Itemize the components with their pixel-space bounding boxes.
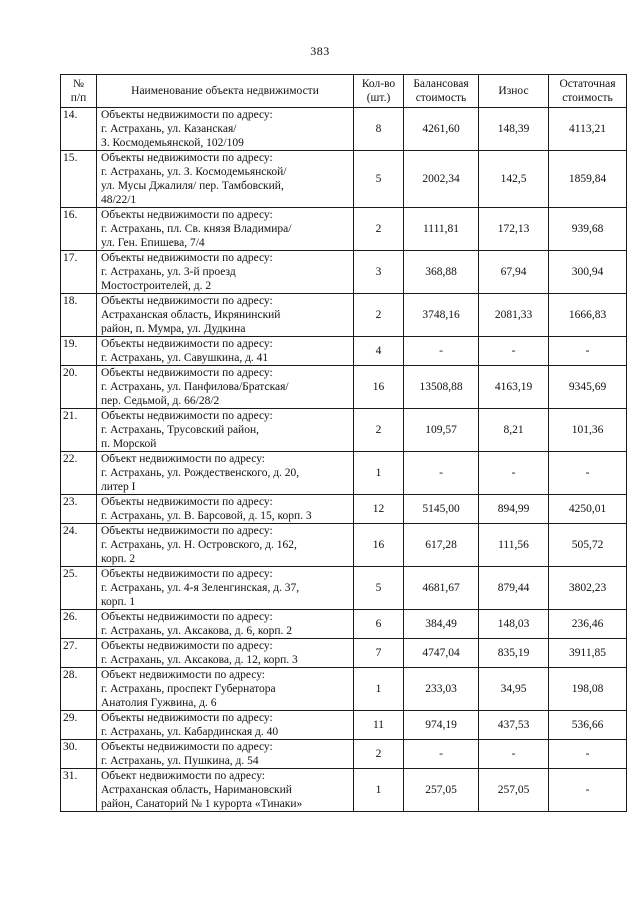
object-name-line: Анатолия Гужвина, д. 6 [101, 697, 217, 709]
object-name-line: г. Астрахань, ул. Рождественского, д. 20, [101, 467, 300, 479]
object-name-line: ул. Ген. Епишева, 7/4 [101, 237, 205, 249]
object-name [97, 524, 354, 567]
quantity-cell: 4 [354, 337, 404, 366]
object-name [97, 610, 354, 639]
object-name-line: Объекты недвижимости по адресу: [101, 209, 273, 221]
balance-cost-cell: 2002,34 [404, 151, 479, 208]
object-name-line: г. Астрахань, ул. Аксакова, д. 12, корп. 3 [101, 654, 298, 666]
residual-cost-cell: 236,46 [549, 610, 627, 639]
object-name-line: З. Космодемьянской, 102/109 [101, 137, 244, 149]
header-residual: Остаточная стоимость [549, 75, 627, 108]
wear-cell: 4163,19 [479, 366, 549, 409]
row-number: 23. [61, 495, 97, 524]
residual-cost-cell: 9345,69 [549, 366, 627, 409]
row-number: 24. [61, 524, 97, 567]
wear-cell: - [479, 337, 549, 366]
residual-cost-cell: - [549, 452, 627, 495]
row-number: 22. [61, 452, 97, 495]
object-name [97, 337, 354, 366]
row-number: 17. [61, 251, 97, 294]
object-name-line: г. Астрахань, ул. Савушкина, д. 41 [101, 352, 269, 364]
row-number: 31. [61, 769, 97, 812]
object-name-line: район, Санаторий № 1 курорта «Тинаки» [101, 798, 303, 810]
object-name-line: Объекты недвижимости по адресу: [101, 109, 273, 121]
object-name-line: г. Астрахань, Трусовский район, [101, 424, 259, 436]
object-name [97, 294, 354, 337]
object-name-line: Объект недвижимости по адресу: [101, 770, 265, 782]
object-name-line: г. Астрахань, пл. Св. князя Владимира/ [101, 223, 292, 235]
header-name: Наименование объекта недвижимости [97, 75, 354, 108]
wear-cell: 879,44 [479, 567, 549, 610]
object-name-line: г. Астрахань, ул. Н. Островского, д. 162, [101, 539, 297, 551]
quantity-cell: 1 [354, 769, 404, 812]
wear-cell: 148,03 [479, 610, 549, 639]
row-number: 19. [61, 337, 97, 366]
balance-cost-cell: 974,19 [404, 711, 479, 740]
residual-cost-cell: 3911,85 [549, 639, 627, 668]
object-name-line: г. Астрахань, ул. З. Космодемьянской/ [101, 166, 287, 178]
wear-cell: 111,56 [479, 524, 549, 567]
object-name-line: Объект недвижимости по адресу: [101, 669, 265, 681]
table-row [61, 668, 627, 711]
table-row [61, 639, 627, 668]
object-name-line: Объекты недвижимости по адресу: [101, 152, 273, 164]
table-row [61, 409, 627, 452]
row-number: 25. [61, 567, 97, 610]
balance-cost-cell: 5145,00 [404, 495, 479, 524]
table-row [61, 208, 627, 251]
property-table [60, 74, 627, 812]
object-name-line: г. Астрахань, ул. Аксакова, д. 6, корп. 2 [101, 625, 292, 637]
wear-cell: 257,05 [479, 769, 549, 812]
object-name-line: Объекты недвижимости по адресу: [101, 525, 273, 537]
balance-cost-cell: 617,28 [404, 524, 479, 567]
table-row [61, 769, 627, 812]
object-name-line: Объекты недвижимости по адресу: [101, 640, 273, 652]
table-row [61, 108, 627, 151]
balance-cost-cell: - [404, 740, 479, 769]
quantity-cell: 2 [354, 409, 404, 452]
table-row [61, 567, 627, 610]
residual-cost-cell: 198,08 [549, 668, 627, 711]
object-name-line: Астраханская область, Икрянинский [101, 309, 281, 321]
wear-cell: 894,99 [479, 495, 549, 524]
object-name [97, 366, 354, 409]
object-name-line: Объект недвижимости по адресу: [101, 453, 265, 465]
table-row [61, 495, 627, 524]
object-name-line: п. Морской [101, 438, 157, 450]
object-name-line: г. Астрахань, ул. Казанская/ [101, 123, 237, 135]
object-name [97, 151, 354, 208]
residual-cost-cell: 4113,21 [549, 108, 627, 151]
wear-cell: 2081,33 [479, 294, 549, 337]
balance-cost-cell: 368,88 [404, 251, 479, 294]
row-number: 15. [61, 151, 97, 208]
object-name [97, 740, 354, 769]
object-name-line: г. Астрахань, ул. В. Барсовой, д. 15, корп. 3 [101, 510, 312, 522]
quantity-cell: 8 [354, 108, 404, 151]
table-row [61, 711, 627, 740]
page-number: 383 [310, 44, 330, 58]
object-name [97, 567, 354, 610]
object-name-line: ул. Мусы Джалиля/ пер. Тамбовский, [101, 180, 284, 192]
object-name [97, 711, 354, 740]
header-num: № п/п [61, 75, 97, 108]
wear-cell: - [479, 740, 549, 769]
row-number: 27. [61, 639, 97, 668]
table-row [61, 740, 627, 769]
table-body [61, 108, 627, 812]
object-name-line: Объекты недвижимости по адресу: [101, 568, 273, 580]
wear-cell: 172,13 [479, 208, 549, 251]
balance-cost-cell: 384,49 [404, 610, 479, 639]
object-name [97, 452, 354, 495]
wear-cell: 148,39 [479, 108, 549, 151]
wear-cell: - [479, 452, 549, 495]
row-number: 26. [61, 610, 97, 639]
object-name [97, 409, 354, 452]
object-name [97, 495, 354, 524]
object-name-line: Объекты недвижимости по адресу: [101, 611, 273, 623]
balance-cost-cell: 233,03 [404, 668, 479, 711]
row-number: 21. [61, 409, 97, 452]
header-row [61, 75, 627, 108]
wear-cell: 34,95 [479, 668, 549, 711]
row-number: 18. [61, 294, 97, 337]
row-number: 20. [61, 366, 97, 409]
object-name-line: Объекты недвижимости по адресу: [101, 295, 273, 307]
residual-cost-cell: 101,36 [549, 409, 627, 452]
quantity-cell: 16 [354, 524, 404, 567]
quantity-cell: 7 [354, 639, 404, 668]
residual-cost-cell: 1859,84 [549, 151, 627, 208]
header-wear: Износ [479, 75, 549, 108]
quantity-cell: 2 [354, 294, 404, 337]
quantity-cell: 1 [354, 668, 404, 711]
object-name-line: Астраханская область, Наримановский [101, 784, 292, 796]
residual-cost-cell: 939,68 [549, 208, 627, 251]
balance-cost-cell: 109,57 [404, 409, 479, 452]
balance-cost-cell: 4747,04 [404, 639, 479, 668]
object-name-line: Объекты недвижимости по адресу: [101, 741, 273, 753]
wear-cell: 835,19 [479, 639, 549, 668]
residual-cost-cell: - [549, 337, 627, 366]
balance-cost-cell: 1111,81 [404, 208, 479, 251]
residual-cost-cell: 536,66 [549, 711, 627, 740]
quantity-cell: 2 [354, 740, 404, 769]
balance-cost-cell: 13508,88 [404, 366, 479, 409]
table-row [61, 524, 627, 567]
quantity-cell: 6 [354, 610, 404, 639]
object-name-line: корп. 2 [101, 553, 136, 565]
object-name-line: Объекты недвижимости по адресу: [101, 496, 273, 508]
object-name [97, 668, 354, 711]
balance-cost-cell: - [404, 452, 479, 495]
object-name-line: г. Астрахань, проспект Губернатора [101, 683, 276, 695]
object-name-line: Объекты недвижимости по адресу: [101, 252, 273, 264]
quantity-cell: 11 [354, 711, 404, 740]
quantity-cell: 2 [354, 208, 404, 251]
balance-cost-cell: 3748,16 [404, 294, 479, 337]
balance-cost-cell: - [404, 337, 479, 366]
residual-cost-cell: 505,72 [549, 524, 627, 567]
table-row [61, 452, 627, 495]
row-number: 29. [61, 711, 97, 740]
object-name-line: пер. Седьмой, д. 66/28/2 [101, 395, 220, 407]
residual-cost-cell: 3802,23 [549, 567, 627, 610]
object-name [97, 769, 354, 812]
quantity-cell: 16 [354, 366, 404, 409]
table-row [61, 610, 627, 639]
quantity-cell: 12 [354, 495, 404, 524]
object-name [97, 108, 354, 151]
row-number: 30. [61, 740, 97, 769]
object-name-line: Объекты недвижимости по адресу: [101, 367, 273, 379]
balance-cost-cell: 4261,60 [404, 108, 479, 151]
object-name-line: г. Астрахань, ул. 4-я Зеленгинская, д. 37, [101, 582, 300, 594]
balance-cost-cell: 257,05 [404, 769, 479, 812]
table-header [61, 75, 627, 108]
object-name-line: Мостостроителей, д. 2 [101, 280, 212, 292]
row-number: 14. [61, 108, 97, 151]
wear-cell: 437,53 [479, 711, 549, 740]
object-name-line: г. Астрахань, ул. Кабардинская д. 40 [101, 726, 279, 738]
wear-cell: 8,21 [479, 409, 549, 452]
object-name-line: Объекты недвижимости по адресу: [101, 712, 273, 724]
residual-cost-cell: 300,94 [549, 251, 627, 294]
residual-cost-cell: 4250,01 [549, 495, 627, 524]
object-name-line: г. Астрахань, ул. Пушкина, д. 54 [101, 755, 259, 767]
balance-cost-cell: 4681,67 [404, 567, 479, 610]
object-name-line: корп. 1 [101, 596, 136, 608]
object-name-line: район, п. Мумра, ул. Дудкина [101, 323, 246, 335]
residual-cost-cell: - [549, 769, 627, 812]
table-row [61, 151, 627, 208]
object-name-line: литер I [101, 481, 136, 493]
quantity-cell: 3 [354, 251, 404, 294]
quantity-cell: 5 [354, 151, 404, 208]
residual-cost-cell: 1666,83 [549, 294, 627, 337]
wear-cell: 142,5 [479, 151, 549, 208]
table-row [61, 294, 627, 337]
residual-cost-cell: - [549, 740, 627, 769]
object-name-line: 48/22/1 [101, 194, 137, 206]
table-row [61, 366, 627, 409]
object-name [97, 639, 354, 668]
header-qty: Кол-во (шт.) [354, 75, 404, 108]
object-name-line: г. Астрахань, ул. 3-й проезд [101, 266, 236, 278]
object-name-line: Объекты недвижимости по адресу: [101, 338, 273, 350]
quantity-cell: 1 [354, 452, 404, 495]
object-name-line: г. Астрахань, ул. Панфилова/Братская/ [101, 381, 289, 393]
header-balance: Балансовая стоимость [404, 75, 479, 108]
object-name-line: Объекты недвижимости по адресу: [101, 410, 273, 422]
row-number: 28. [61, 668, 97, 711]
wear-cell: 67,94 [479, 251, 549, 294]
object-name [97, 251, 354, 294]
quantity-cell: 5 [354, 567, 404, 610]
table-row [61, 337, 627, 366]
object-name [97, 208, 354, 251]
table-row [61, 251, 627, 294]
row-number: 16. [61, 208, 97, 251]
